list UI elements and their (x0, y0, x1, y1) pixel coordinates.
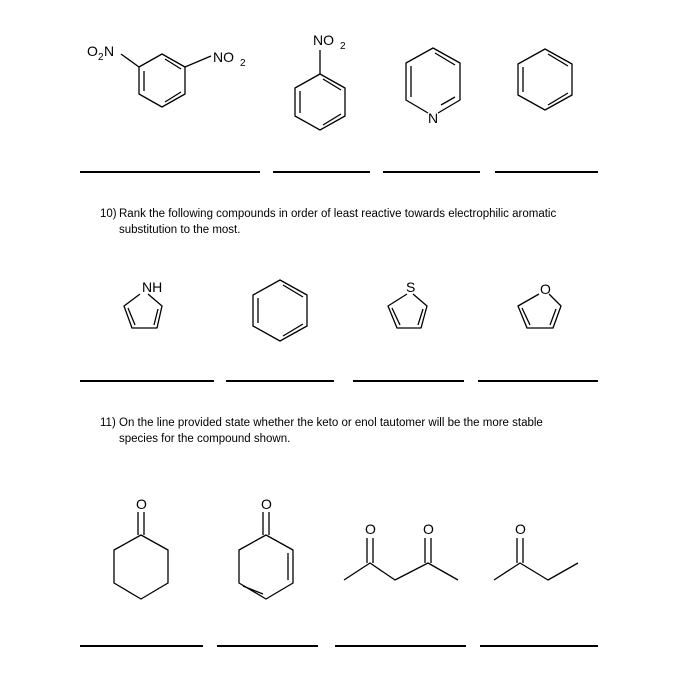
answer-line[interactable] (273, 171, 370, 173)
answer-line[interactable] (480, 645, 598, 647)
svg-text:O: O (87, 43, 98, 59)
pyrrole-structure (112, 276, 182, 346)
svg-text:2: 2 (98, 52, 104, 63)
svg-text:O: O (365, 521, 376, 537)
question-text: species for the compound shown. (119, 433, 291, 445)
cyclohexenone-structure (230, 495, 305, 610)
question-number: 10) (100, 208, 117, 220)
answer-line[interactable] (383, 171, 480, 173)
svg-text:NH: NH (142, 279, 163, 295)
svg-text:2: 2 (240, 58, 246, 69)
answer-line[interactable] (80, 645, 203, 647)
furan-structure (505, 276, 575, 346)
benzene-structure-top (510, 45, 580, 115)
question-11 (100, 415, 600, 447)
answer-line[interactable] (217, 645, 318, 647)
svg-text:NO: NO (213, 49, 234, 65)
answer-line[interactable] (353, 380, 464, 382)
answer-line[interactable] (335, 645, 466, 647)
answer-line[interactable] (80, 380, 214, 382)
svg-text:O: O (136, 496, 147, 512)
question-10 (100, 206, 600, 238)
svg-text:N: N (104, 43, 115, 59)
butanone-structure (490, 518, 590, 588)
answer-line[interactable] (478, 380, 598, 382)
answer-line[interactable] (226, 380, 334, 382)
answer-line[interactable] (495, 171, 598, 173)
question-text: Rank the following compounds in order of least reactive towards electrophilic aromatic (119, 208, 557, 220)
cyclohexanone-structure (105, 495, 180, 610)
svg-text:O: O (261, 496, 272, 512)
svg-text:N: N (428, 110, 439, 126)
dinitrobenzene-structure (85, 30, 265, 130)
svg-text:O: O (423, 521, 434, 537)
question-text: substitution to the most. (119, 224, 241, 236)
answer-line[interactable] (80, 171, 260, 173)
pyridine-structure (398, 40, 473, 130)
svg-text:2: 2 (340, 41, 346, 52)
svg-text:O: O (515, 521, 526, 537)
svg-text:NO: NO (313, 32, 334, 48)
question-number: 11) (100, 417, 116, 429)
nitrobenzene-structure (285, 28, 365, 138)
benzene-structure (245, 276, 315, 346)
thiophene-structure (375, 276, 445, 346)
question-text: On the line provided state whether the keto or enol tautomer will be the more stable (119, 417, 543, 429)
svg-text:O: O (540, 281, 551, 297)
pentanedione-structure (340, 518, 465, 588)
svg-text:S: S (406, 279, 416, 295)
